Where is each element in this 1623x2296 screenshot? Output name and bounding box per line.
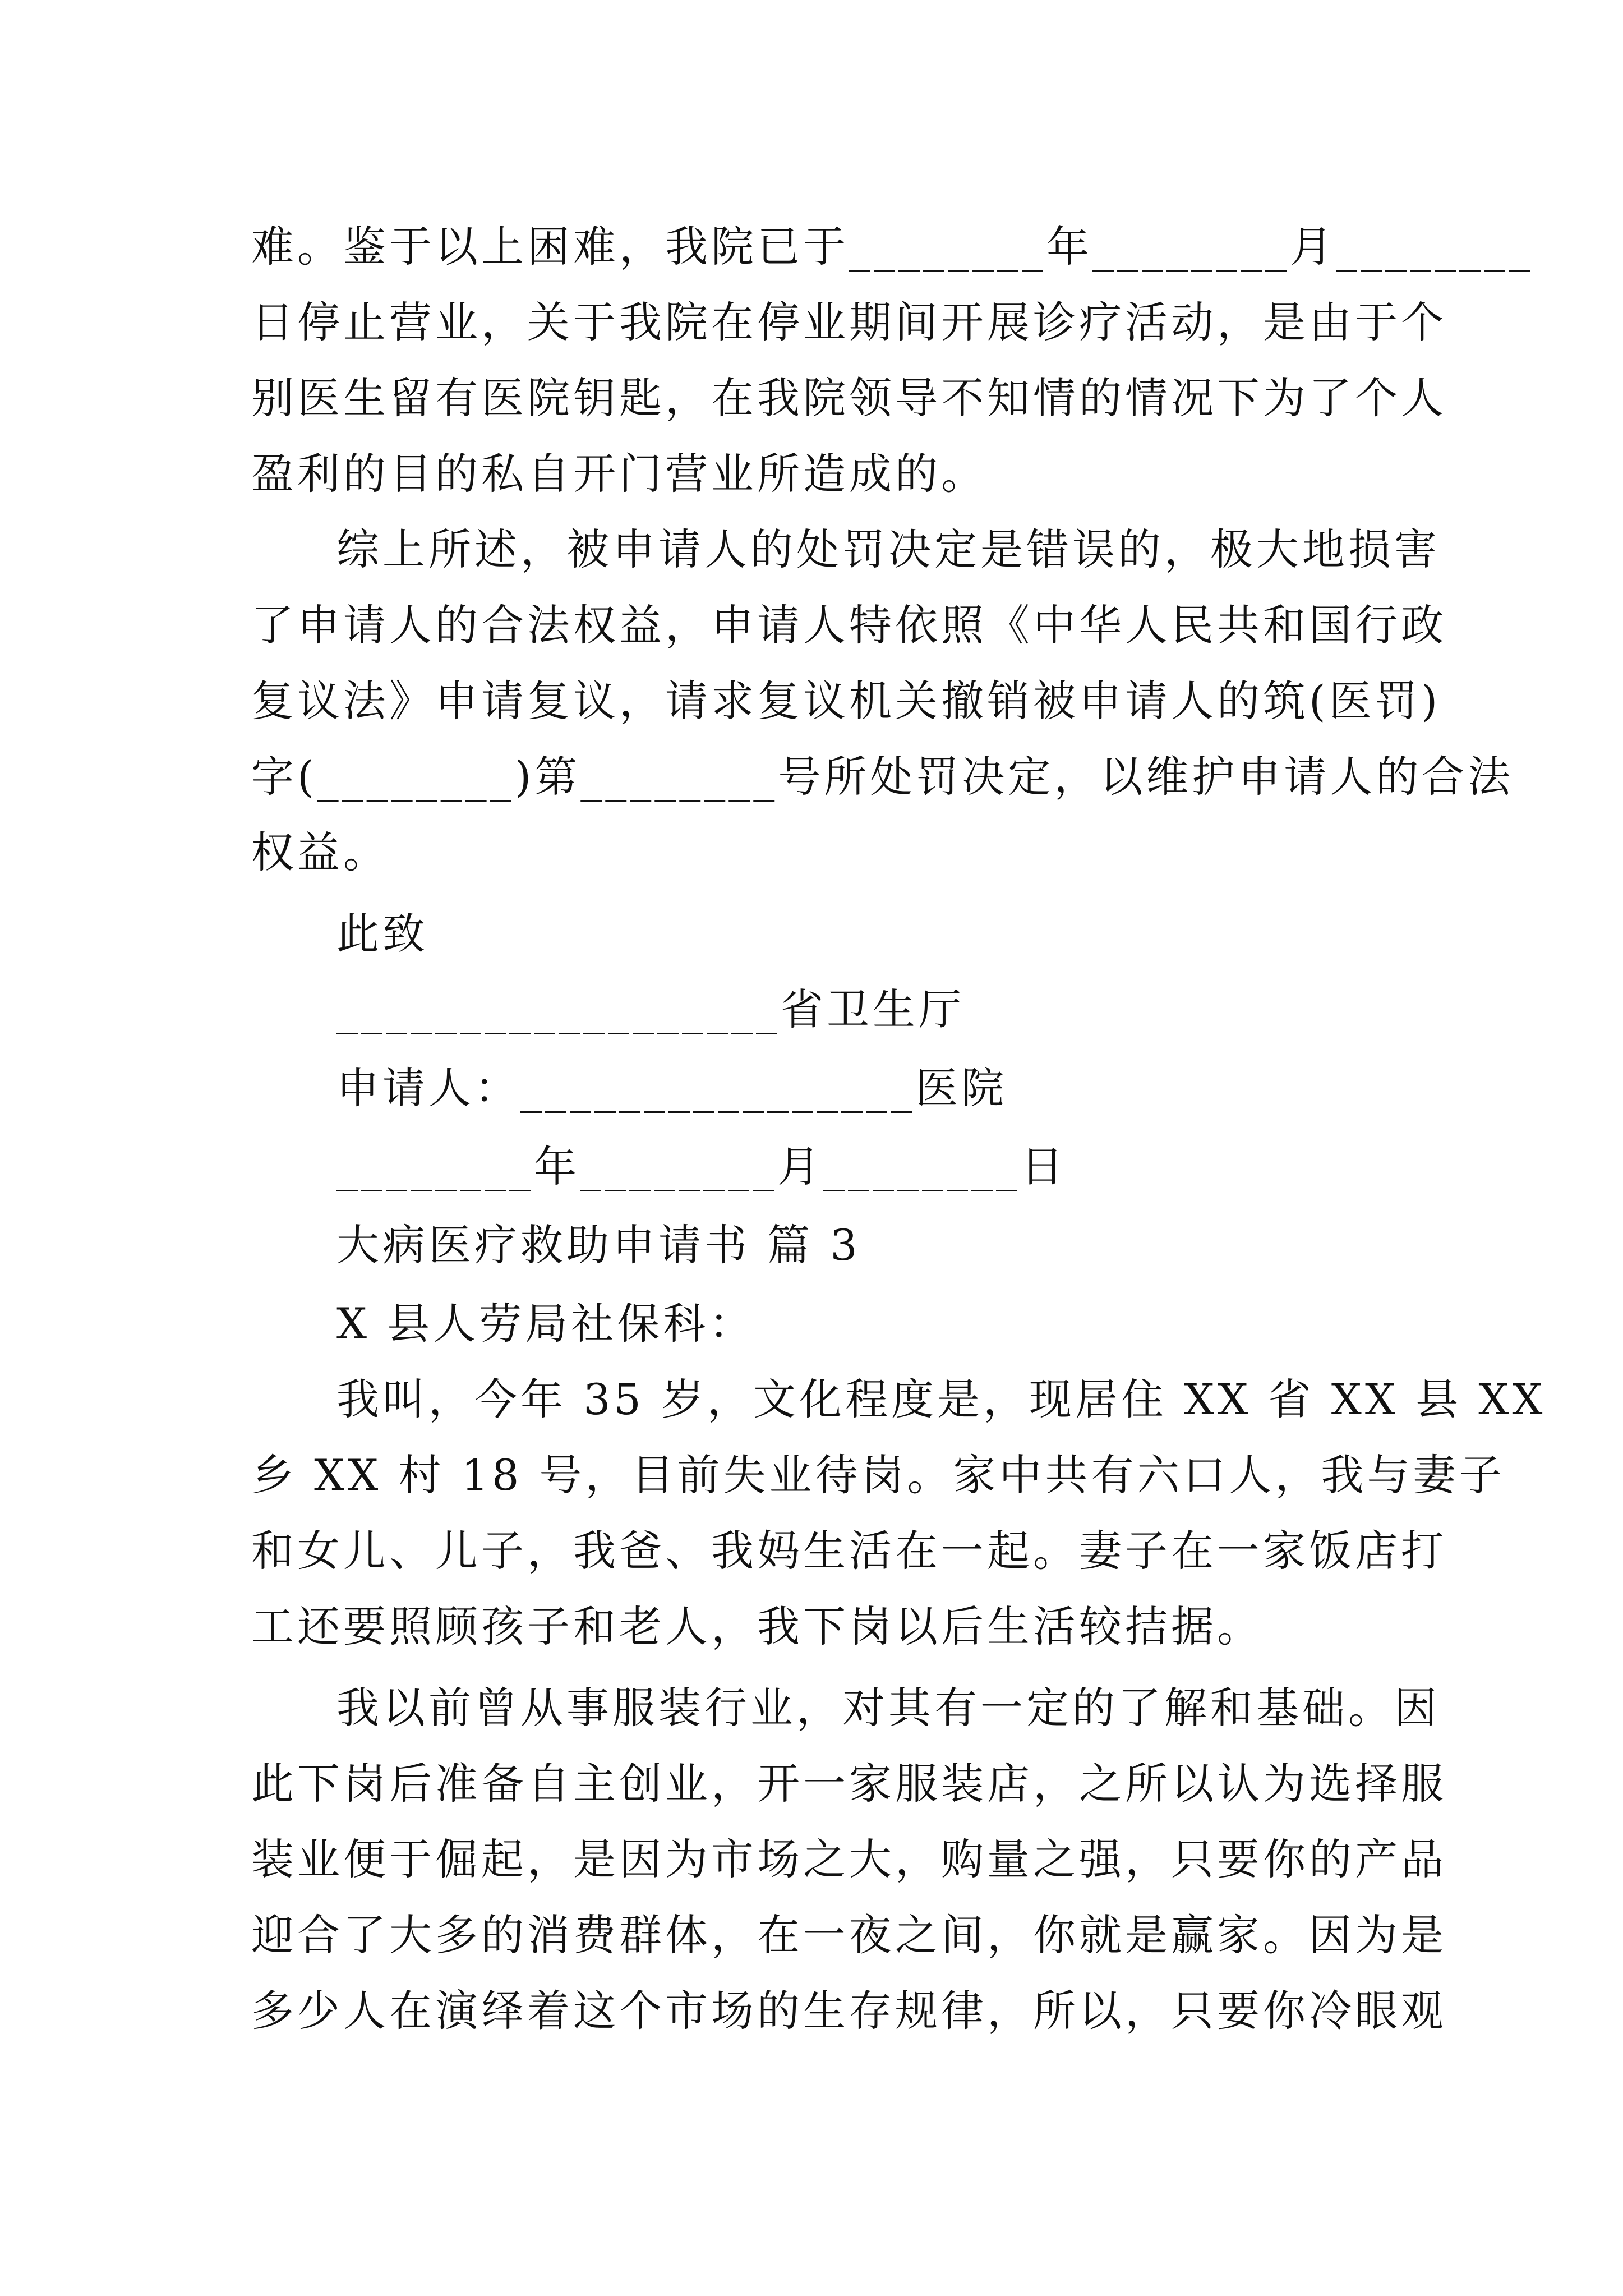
paragraph-line: 难。鉴于以上困难，我院已于________年________月________	[251, 222, 1533, 272]
date-line: ________年________月________日	[336, 1142, 1067, 1191]
paragraph-line: 和女儿、儿子，我爸、我妈生活在一起。妻子在一家饭店打	[251, 1526, 1447, 1576]
paragraph-line: 乡 XX 村 18 号，目前失业待岗。家中共有六口人，我与妻子	[251, 1450, 1505, 1500]
paragraph-line: 工还要照顾孩子和老人，我下岗以后生活较拮据。	[251, 1602, 1263, 1651]
paragraph-line: 复议法》申请复议，请求复议机关撤销被申请人的筑(医罚)	[251, 676, 1441, 726]
salutation: 此致	[336, 909, 428, 959]
paragraph-line: 盈利的目的私自开门营业所造成的。	[251, 449, 987, 499]
paragraph-line: 字(________)第________号所处罚决定，以维护申请人的合法	[251, 752, 1514, 802]
recipient-line: __________________省卫生厅	[336, 984, 965, 1034]
addressee: X 县人劳局社保科：	[336, 1299, 755, 1349]
paragraph-line: 我叫，今年 35 岁，文化程度是，现居住 XX 省 XX 县 XX	[336, 1374, 1546, 1424]
paragraph-line: 日停止营业，关于我院在停业期间开展诊疗活动，是由于个	[251, 297, 1447, 347]
paragraph-line: 综上所述，被申请人的处罚决定是错误的，极大地损害	[336, 524, 1440, 574]
paragraph-line: 此下岗后准备自主创业，开一家服装店，之所以认为选择服	[251, 1759, 1447, 1809]
paragraph-line: 权益。	[251, 827, 389, 877]
paragraph-line: 多少人在演绎着这个市场的生存规律，所以，只要你冷眼观	[251, 1986, 1447, 2036]
section-heading: 大病医疗救助申请书 篇 3	[336, 1220, 861, 1270]
paragraph-line: 我以前曾从事服装行业，对其有一定的了解和基础。因	[336, 1683, 1440, 1733]
paragraph-line: 装业便于倔起，是因为市场之大，购量之强，只要你的产品	[251, 1834, 1447, 1884]
applicant-line: 申请人：________________医院	[336, 1063, 1007, 1113]
paragraph-line: 了申请人的合法权益，申请人特依照《中华人民共和国行政	[251, 600, 1447, 650]
paragraph-line: 别医生留有医院钥匙，在我院领导不知情的情况下为了个人	[251, 373, 1447, 423]
paragraph-line: 迎合了大多的消费群体，在一夜之间，你就是赢家。因为是	[251, 1910, 1447, 1960]
